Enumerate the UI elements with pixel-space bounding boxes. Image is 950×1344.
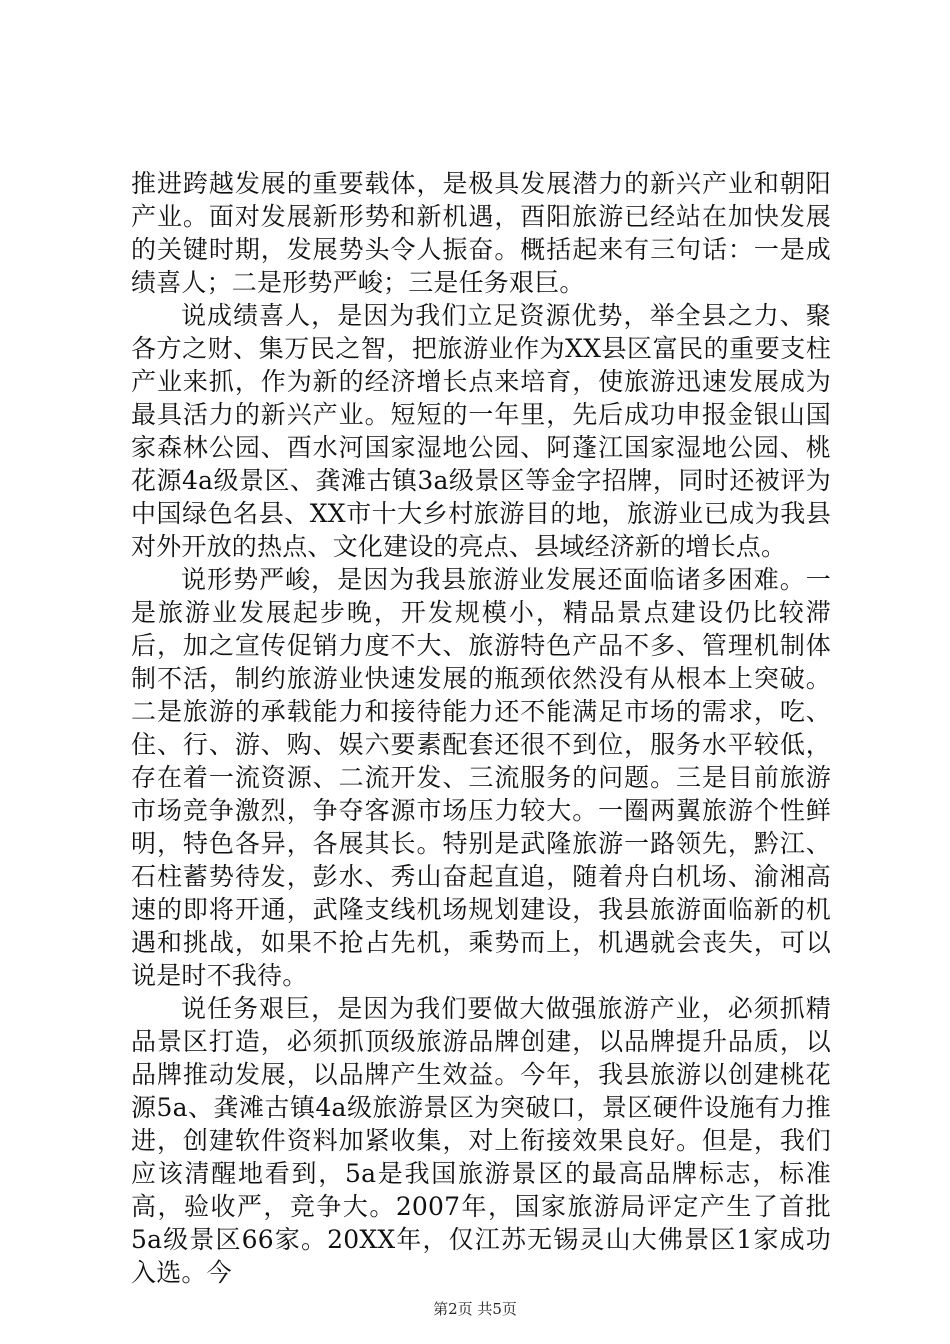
- paragraph-achievements: 说成绩喜人，是因为我们立足资源优势，举全县之力、聚各方之财、集万民之智，把旅游业作为XX县区富民的重要支柱产业来抓，作为新的经济增长点来培育，使旅游迅速发展成为最具活力的新兴产业。短短的一年里，先后成功申报金银山国家森林公园、酉水河国家湿地公园、阿蓬江国家湿地公园、桃花源4a级景区、龚滩古镇3a级景区等金字招牌，同时还被评为中国绿色名县、XX市十大乡村旅游目的地，旅游业已成为我县对外开放的热点、文化建设的亮点、县域经济新的增长点。: [131, 301, 831, 561]
- paragraph-continuation: 推进跨越发展的重要载体，是极具发展潜力的新兴产业和朝阳产业。面对发展新形势和新机遇，酉阳旅游已经站在加快发展的关键时期，发展势头令人振奋。概括起来有三句话：一是成绩喜人；二是形势严峻；三是任务艰巨。: [131, 169, 831, 297]
- paragraph-challenges: 说形势严峻，是因为我县旅游业发展还面临诸多困难。一是旅游业发展起步晚，开发规模小，精品景点建设仍比较滞后，加之宣传促销力度不大、旅游特色产品不多、管理机制体制不活，制约旅游业快速发展的瓶颈依然没有从根本上突破。二是旅游的承载能力和接待能力还不能满足市场的需求，吃、住、行、游、购、娱六要素配套还很不到位，服务水平较低，存在着一流资源、二流开发、三流服务的问题。三是目前旅游市场竞争激烈，争夺客源市场压力较大。一圈两翼旅游个性鲜明，特色各异，各展其长。特别是武隆旅游一路领先，黔江、石柱蓄势待发，彭水、秀山奋起直追，随着舟白机场、渝湘高速的即将开通，武隆支线机场规划建设，我县旅游面临新的机遇和挑战，如果不抢占先机，乘势而上，机遇就会丧失，可以说是时不我待。: [131, 565, 831, 990]
- page-number-footer: 第2页 共5页: [433, 1300, 517, 1318]
- document-body: [131, 167, 831, 1289]
- paragraph-tasks: 说任务艰巨，是因为我们要做大做强旅游产业，必须抓精品景区打造，必须抓顶级旅游品牌创建，以品牌提升品质，以品牌推动发展，以品牌产生效益。今年，我县旅游以创建桃花源5a、龚滩古镇4a级旅游景区为突破口，景区硬件设施有力推进，创建软件资料加紧收集，对上衔接效果良好。但是，我们应该清醒地看到，5a是我国旅游景区的最高品牌标志，标准高，验收严，竞争大。2007年，国家旅游局评定产生了首批5a级景区66家。20XX年，仅江苏无锡灵山大佛景区1家成功入选。今: [131, 994, 831, 1287]
